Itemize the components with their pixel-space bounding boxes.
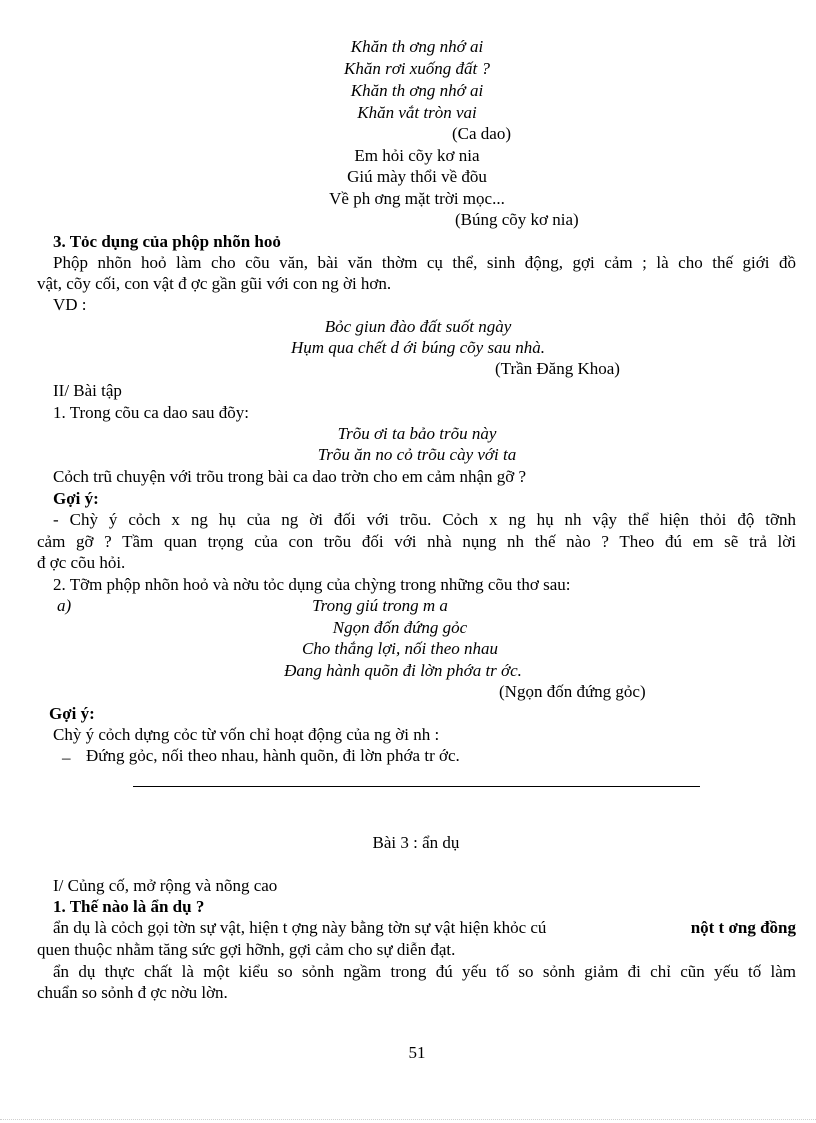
example-source: (Trần Đăng Khoa) [495,359,620,378]
poem1-line-1: Khăn th ơng nhớ ai [350,37,484,56]
hint-line: - Chỳ ý cỏch x ng hụ của ng ời đối với trõu. Cỏch x ng hụ nh vậy thể hiện thỏi độ tỡnh [53,510,796,529]
poem1-line-3: Khăn th ơng nhớ ai [350,81,484,100]
hint-list-item: Đứng gỏc, nối theo nhau, hành quõn, đi lờn phớa tr ớc. [86,746,460,765]
q2-poem-line-3: Cho thắng lợi, nối theo nhau [301,639,499,658]
example-poem-line-2: Hụm qua chết d ới búng cõy sau nhà. [290,338,546,357]
poem2-line-3: Về ph ơng mặt trời mọc... [329,189,505,208]
poem2-line-2: Giú mày thổi về đõu [347,167,487,186]
hint-line: cảm gỡ ? Tầm quan trọng của con trõu đối với nhà nụng nh thế nào ? Theo đú em sẽ trả lời [37,532,796,551]
note-line: ẩn dụ thực chất là một kiểu so sỏnh ngầm trong đú yếu tố so sỏnh giảm đi chỉ cũn yếu tố làm [53,962,796,981]
poem1-line-4: Khăn vắt tròn vai [357,103,477,122]
poem2-line-1: Em hỏi cõy kơ nia [354,146,480,165]
definition-line [53,918,796,938]
question-1-ask: Cỏch trũ chuyện với trõu trong bài ca dao trờn cho em cảm nhận gỡ ? [53,467,527,486]
example-label: VD : [53,295,87,314]
page-bottom-edge [0,1119,816,1120]
part-heading: I/ Củng cố, mở rộng và nõng cao [53,876,278,895]
section-divider [133,786,700,787]
q2-poem-line-2: Ngọn đốn đứng gỏc [332,618,468,637]
poem1-source: (Ca dao) [452,124,512,143]
paragraph-line: vật, cõy cối, con vật đ ợc gần gũi với con ng ời hơn. [37,274,392,293]
q1-poem-line-1: Trõu ơi ta bảo trõu này [337,424,497,443]
note-line: chuẩn so sỏnh đ ợc nờu lờn. [37,983,228,1002]
question-1: 1. Trong cõu ca dao sau đõy: [53,403,249,422]
poem1-line-2: Khăn rơi xuống đất ? [343,59,491,78]
definition-line: quen thuộc nhằm tăng sức gợi hỡnh, gợi cảm cho sự diễn đạt. [37,940,456,959]
q2-poem-line-4: Đang hành quõn đi lờn phớa tr ớc. [284,661,522,680]
example-poem-line-1: Bỏc giun đào đất suốt ngày [324,317,512,336]
q1-poem-line-2: Trõu ăn no cỏ trõu cày với ta [317,445,517,464]
question-heading: 1. Thế nào là ẩn dụ ? [53,897,205,916]
section-heading: 3. Tỏc dụng của phộp nhõn hoỏ [53,232,281,251]
question-2: 2. Tỡm phộp nhõn hoỏ và nờu tỏc dụng của chỳng trong những cõu thơ sau: [53,575,571,594]
q2-poem-line-1: Trong giú trong m a [312,596,448,615]
definition-bold-term: nột t ơng đồng [690,918,796,937]
q2-poem-source: (Ngọn đốn đứng gỏc) [499,682,646,701]
hint-line: đ ợc cõu hỏi. [37,553,126,572]
hint-label: Gợi ý: [53,489,99,508]
paragraph-line: Phộp nhõn hoỏ làm cho cõu văn, bài văn thờm cụ thể, sinh động, gợi cảm ; là cho thế giới đồ [53,253,796,272]
poem2-source: (Búng cõy kơ nia) [455,210,579,229]
lesson-title: Bài 3 : ẩn dụ [372,833,460,852]
hint-line: Chỳ ý cỏch dựng cỏc từ vốn chỉ hoạt động của ng ời nh : [53,725,440,744]
item-marker: a) [57,596,72,615]
hint-label: Gợi ý: [49,704,95,723]
exercises-heading: II/ Bài tập [53,381,122,400]
definition-text: ẩn dụ là cỏch gọi tờn sự vật, hiện t ợng này bằng tờn sự vật hiện khỏc cú [53,918,547,937]
bullet-marker: – [62,748,71,767]
page-number: 51 [408,1043,426,1062]
